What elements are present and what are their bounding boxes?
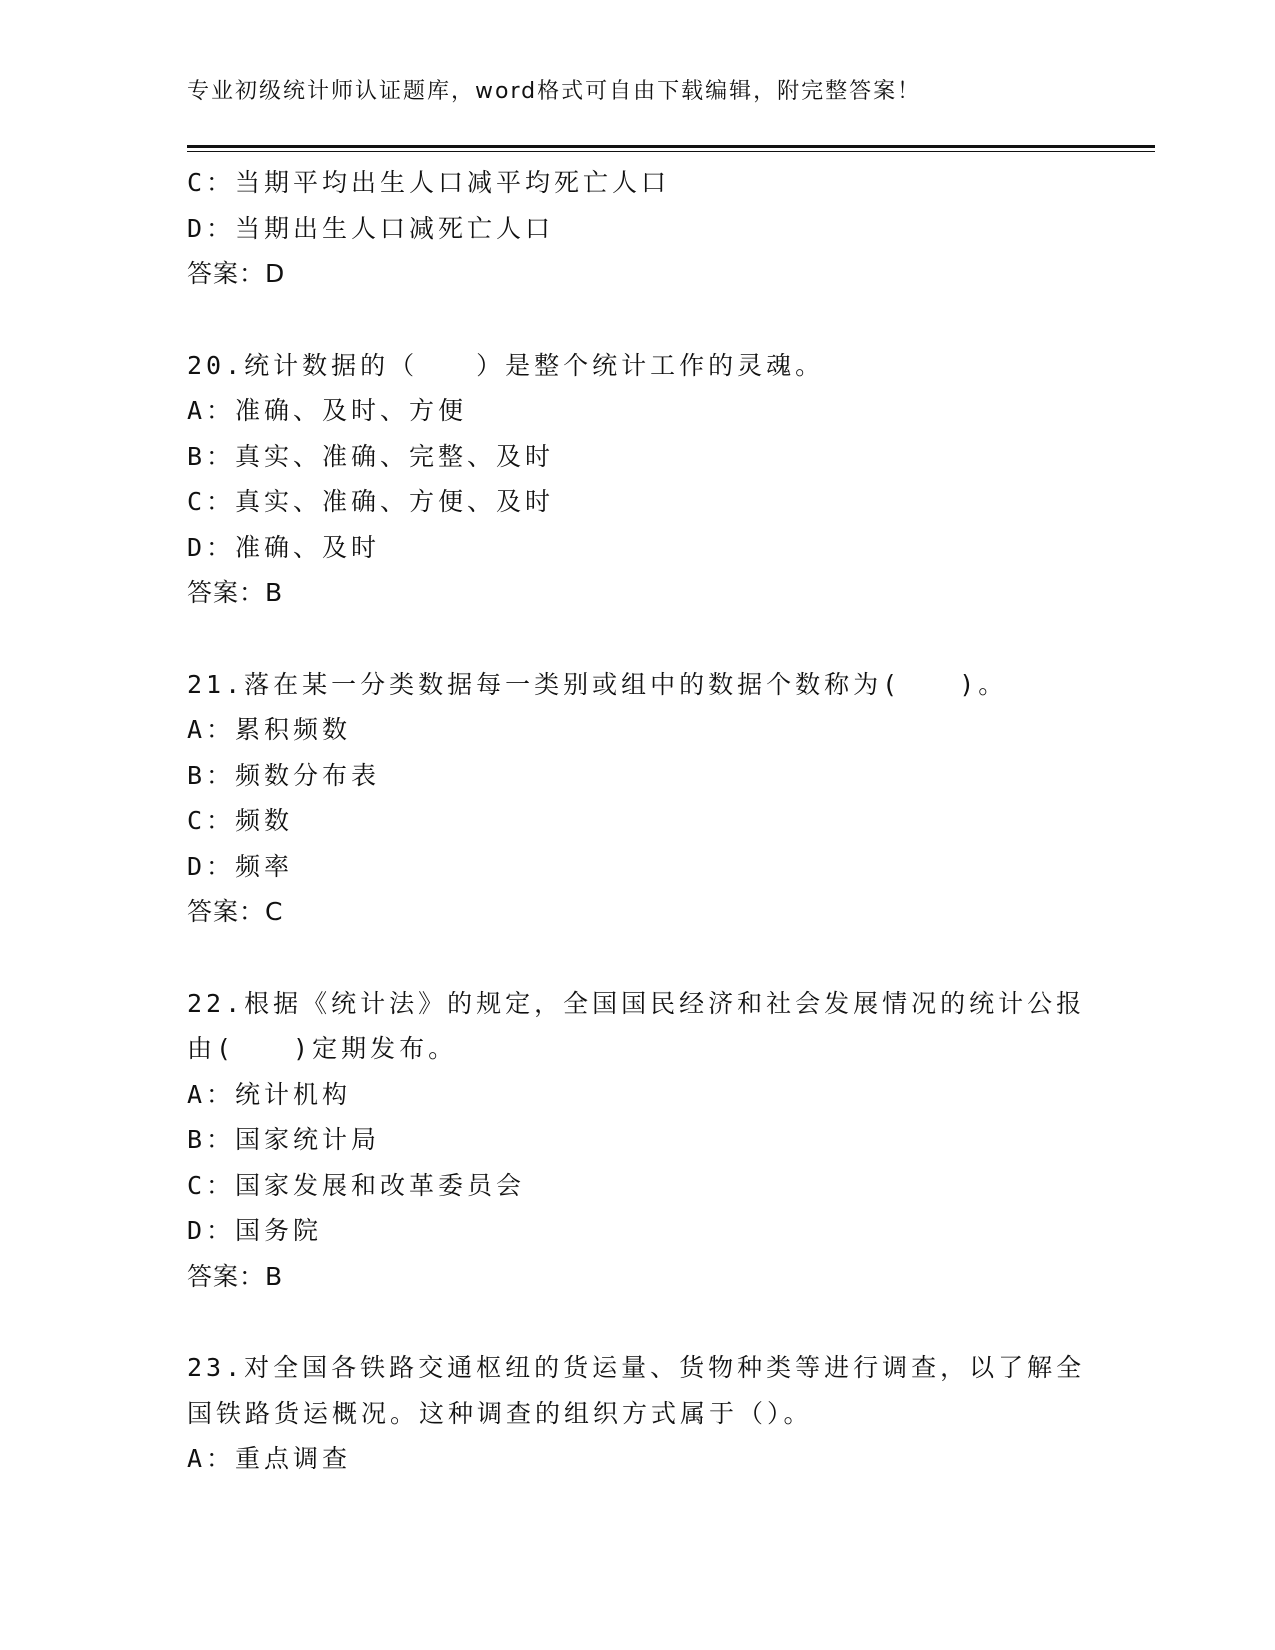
option-line: A：累积频数 (187, 715, 352, 744)
option-line: D：国务院 (187, 1216, 323, 1245)
header-rule-thick (187, 145, 1155, 148)
question-content (187, 160, 1087, 1482)
question-stem-continued: 国铁路货运概况。这种调查的组织方式属于（）。 (187, 1398, 813, 1428)
option-line: D：当期出生人口减死亡人口 (187, 213, 555, 243)
question-stem: 20.统计数据的（ ）是整个统计工作的灵魂。 (187, 350, 825, 380)
option-line: A：重点调查 (187, 1444, 352, 1473)
option-line: D：准确、及时 (187, 532, 381, 562)
option-line: C：频数 (187, 806, 294, 835)
answer-line: 答案：C (187, 897, 284, 926)
question-stem-continued: 由( )定期发布。 (187, 1034, 458, 1063)
option-line: B：国家统计局 (187, 1125, 381, 1154)
question-stem: 23.对全国各铁路交通枢纽的货运量、货物种类等进行调查，以了解全 (187, 1353, 1086, 1382)
answer-line: 答案：B (187, 1261, 284, 1291)
answer-line: 答案：B (187, 578, 284, 607)
page-header: 专业初级统计师认证题库，word格式可自由下载编辑，附完整答案！ (187, 79, 922, 104)
option-line: D：频率 (187, 851, 294, 881)
option-line: C：真实、准确、方便、及时 (187, 487, 555, 516)
option-line: C：国家发展和改革委员会 (187, 1170, 526, 1200)
option-line: A：准确、及时、方便 (187, 396, 468, 425)
question-stem: 21.落在某一分类数据每一类别或组中的数据个数称为( )。 (187, 669, 1008, 699)
option-line: B：真实、准确、完整、及时 (187, 441, 555, 471)
question-stem: 22.根据《统计法》的规定，全国国民经济和社会发展情况的统计公报 (187, 988, 1086, 1018)
option-line: A：统计机构 (187, 1079, 352, 1109)
header-rule-thin (187, 151, 1155, 152)
answer-line: 答案：D (187, 259, 286, 288)
option-line: C：当期平均出生人口减平均死亡人口 (187, 168, 671, 197)
option-line: B：频数分布表 (187, 760, 381, 790)
